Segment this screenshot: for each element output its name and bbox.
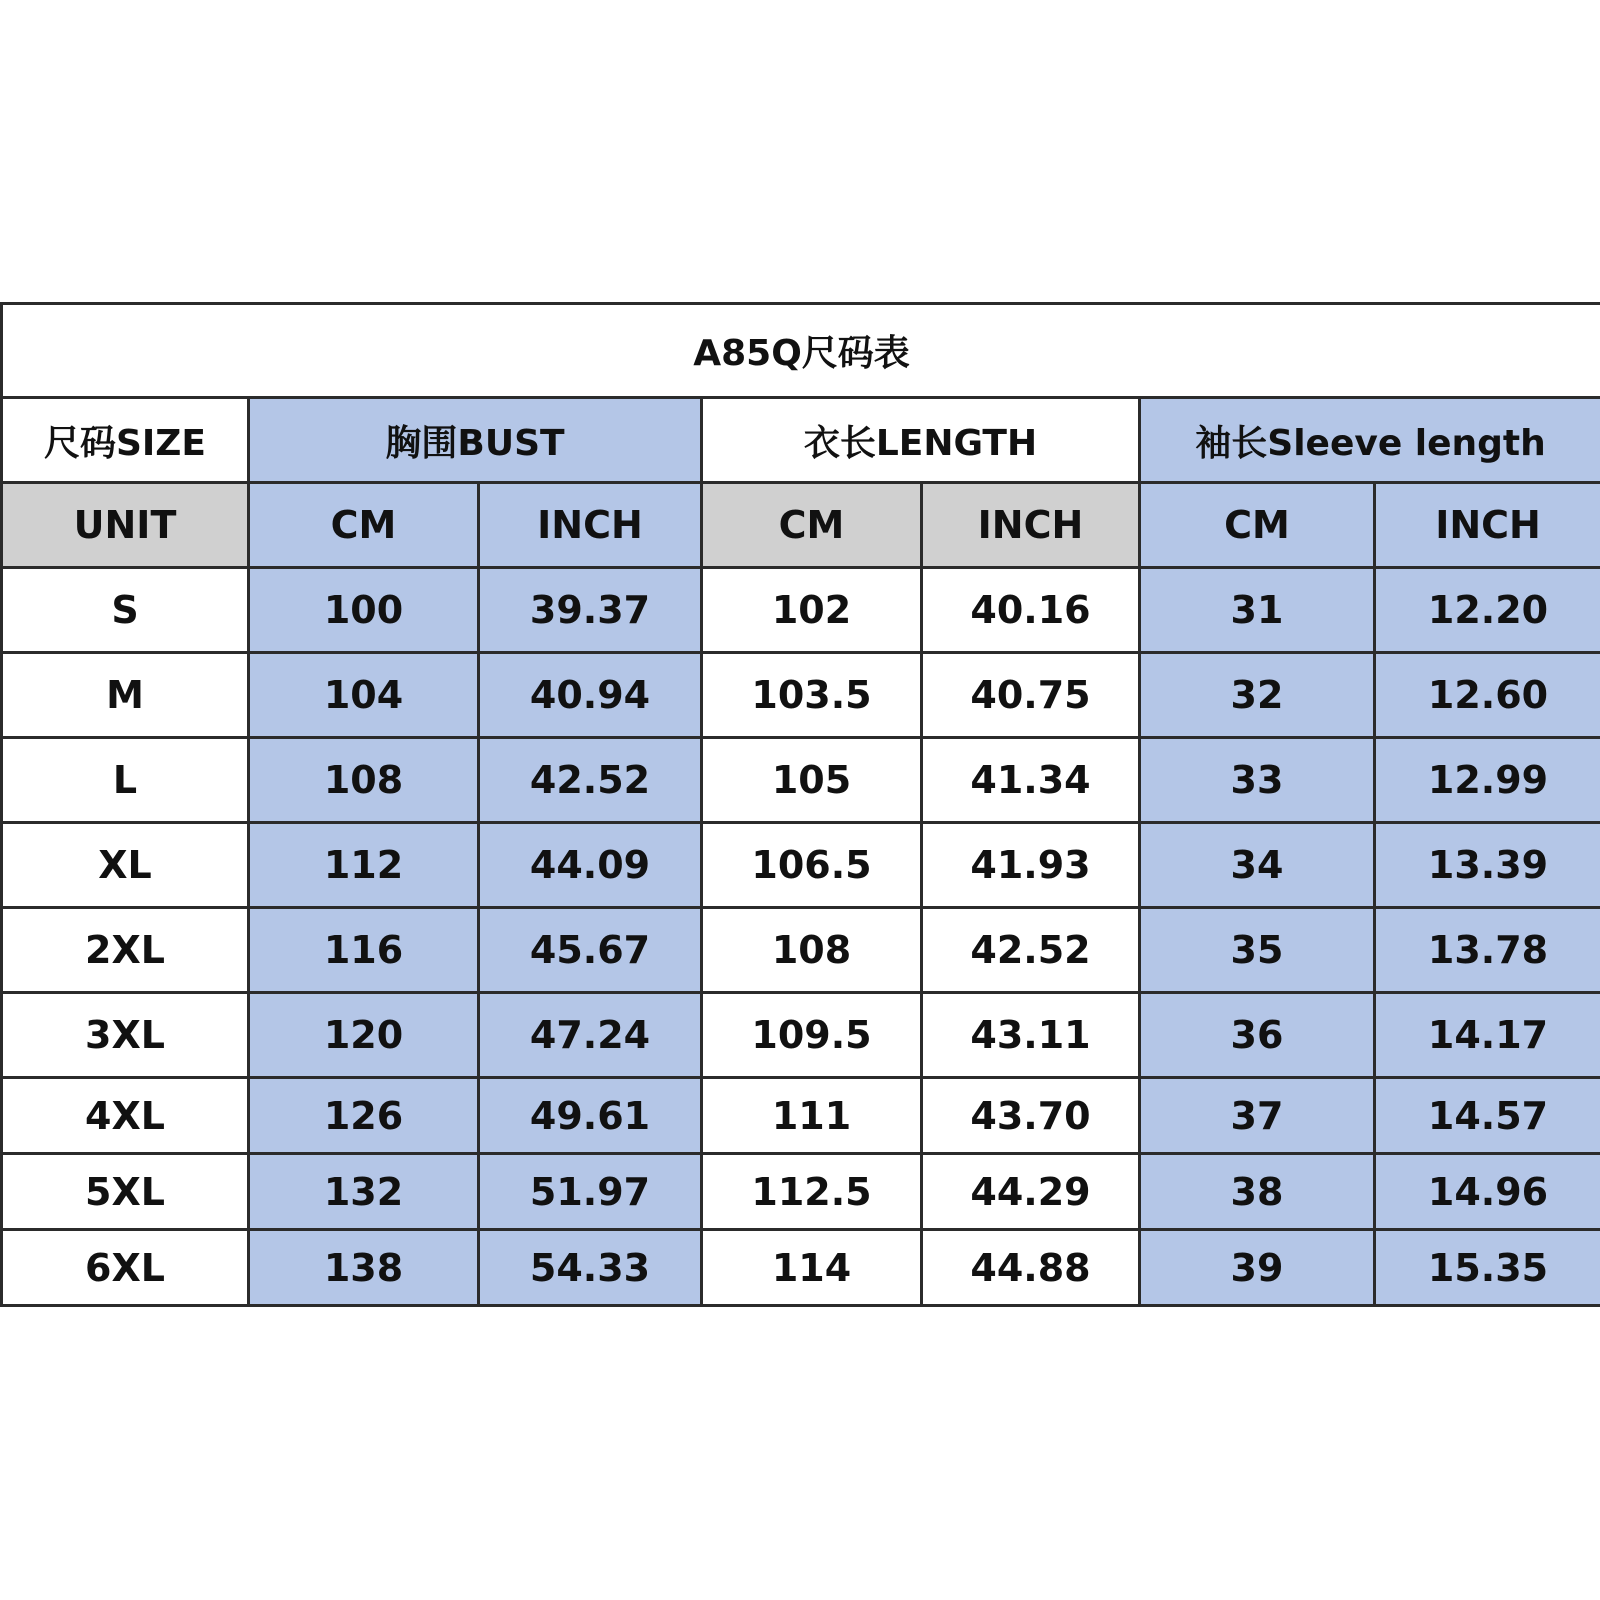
sleeve-inch-cell: 13.78 xyxy=(1375,908,1600,993)
size-cell: 3XL xyxy=(2,993,249,1078)
length-cm-cell: 111 xyxy=(702,1078,922,1154)
length-cm-cell: 103.5 xyxy=(702,653,922,738)
sleeve-cm-cell: 38 xyxy=(1140,1154,1375,1230)
size-cell: L xyxy=(2,738,249,823)
sleeve-cm-cell: 37 xyxy=(1140,1078,1375,1154)
size-cell: 5XL xyxy=(2,1154,249,1230)
sleeve-inch-cell: 15.35 xyxy=(1375,1230,1600,1306)
length-cm-cell: 108 xyxy=(702,908,922,993)
table-row xyxy=(2,1230,1600,1306)
sleeve-group-header: 袖长Sleeve length xyxy=(1140,398,1600,483)
bust-inch-header: INCH xyxy=(479,483,702,568)
bust-inch-cell: 40.94 xyxy=(479,653,702,738)
unit-header-row xyxy=(2,483,1600,568)
table-row xyxy=(2,738,1600,823)
size-group-header: 尺码SIZE xyxy=(2,398,249,483)
sleeve-cm-cell: 33 xyxy=(1140,738,1375,823)
length-cm-header: CM xyxy=(702,483,922,568)
length-inch-cell: 40.75 xyxy=(922,653,1140,738)
length-cm-cell: 114 xyxy=(702,1230,922,1306)
sleeve-cm-cell: 34 xyxy=(1140,823,1375,908)
title-row xyxy=(2,304,1600,398)
table-title: A85Q尺码表 xyxy=(2,304,1600,398)
size-cell: M xyxy=(2,653,249,738)
table-row xyxy=(2,993,1600,1078)
bust-cm-cell: 120 xyxy=(249,993,479,1078)
bust-cm-cell: 100 xyxy=(249,568,479,653)
bust-cm-cell: 116 xyxy=(249,908,479,993)
sleeve-inch-cell: 12.99 xyxy=(1375,738,1600,823)
length-cm-cell: 112.5 xyxy=(702,1154,922,1230)
bust-group-header: 胸围BUST xyxy=(249,398,702,483)
sleeve-inch-cell: 13.39 xyxy=(1375,823,1600,908)
size-cell: 2XL xyxy=(2,908,249,993)
length-cm-cell: 102 xyxy=(702,568,922,653)
table-row xyxy=(2,1154,1600,1230)
bust-inch-cell: 49.61 xyxy=(479,1078,702,1154)
table-row xyxy=(2,1078,1600,1154)
bust-cm-cell: 132 xyxy=(249,1154,479,1230)
length-group-header: 衣长LENGTH xyxy=(702,398,1140,483)
sleeve-cm-cell: 32 xyxy=(1140,653,1375,738)
length-inch-cell: 41.34 xyxy=(922,738,1140,823)
sleeve-inch-header: INCH xyxy=(1375,483,1600,568)
length-inch-header: INCH xyxy=(922,483,1140,568)
length-cm-cell: 109.5 xyxy=(702,993,922,1078)
bust-cm-cell: 138 xyxy=(249,1230,479,1306)
bust-inch-cell: 45.67 xyxy=(479,908,702,993)
length-inch-cell: 41.93 xyxy=(922,823,1140,908)
sleeve-inch-cell: 14.17 xyxy=(1375,993,1600,1078)
bust-inch-cell: 44.09 xyxy=(479,823,702,908)
bust-inch-cell: 54.33 xyxy=(479,1230,702,1306)
length-inch-cell: 42.52 xyxy=(922,908,1140,993)
sleeve-inch-cell: 14.57 xyxy=(1375,1078,1600,1154)
sleeve-cm-cell: 31 xyxy=(1140,568,1375,653)
sleeve-cm-header: CM xyxy=(1140,483,1375,568)
bust-inch-cell: 42.52 xyxy=(479,738,702,823)
bust-cm-cell: 108 xyxy=(249,738,479,823)
sleeve-inch-cell: 12.20 xyxy=(1375,568,1600,653)
table-row xyxy=(2,823,1600,908)
sleeve-inch-cell: 12.60 xyxy=(1375,653,1600,738)
bust-cm-cell: 126 xyxy=(249,1078,479,1154)
size-cell: S xyxy=(2,568,249,653)
sleeve-cm-cell: 39 xyxy=(1140,1230,1375,1306)
length-inch-cell: 43.11 xyxy=(922,993,1140,1078)
bust-cm-cell: 112 xyxy=(249,823,479,908)
bust-inch-cell: 47.24 xyxy=(479,993,702,1078)
table-row xyxy=(2,653,1600,738)
size-cell: 6XL xyxy=(2,1230,249,1306)
length-cm-cell: 106.5 xyxy=(702,823,922,908)
length-cm-cell: 105 xyxy=(702,738,922,823)
length-inch-cell: 44.29 xyxy=(922,1154,1140,1230)
length-inch-cell: 44.88 xyxy=(922,1230,1140,1306)
group-header-row xyxy=(2,398,1600,483)
size-cell: XL xyxy=(2,823,249,908)
bust-inch-cell: 39.37 xyxy=(479,568,702,653)
length-inch-cell: 43.70 xyxy=(922,1078,1140,1154)
table-row xyxy=(2,908,1600,993)
bust-cm-header: CM xyxy=(249,483,479,568)
bust-cm-cell: 104 xyxy=(249,653,479,738)
sleeve-cm-cell: 35 xyxy=(1140,908,1375,993)
length-inch-cell: 40.16 xyxy=(922,568,1140,653)
sleeve-inch-cell: 14.96 xyxy=(1375,1154,1600,1230)
sleeve-cm-cell: 36 xyxy=(1140,993,1375,1078)
table-row xyxy=(2,568,1600,653)
size-cell: 4XL xyxy=(2,1078,249,1154)
unit-header: UNIT xyxy=(2,483,249,568)
bust-inch-cell: 51.97 xyxy=(479,1154,702,1230)
size-chart-table xyxy=(0,302,1600,1307)
